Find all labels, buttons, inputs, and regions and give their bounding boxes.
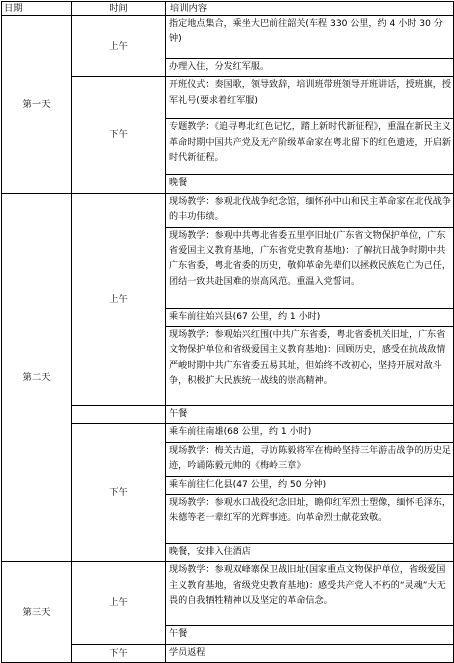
content-cell: 现场教学：梅关古道，寻访陈毅将军在梅岭坚持三年游击战争的历史足迹，吟诵陈毅元帅的《梅岭三章》: [166, 442, 454, 476]
content-cell: 专题教学：《追寻粤北红色记忆，踏上新时代新征程》，重温在新民主义革命时期中国共产党及无产阶级革命家在粤北留下的红色遗迹，开启新时代新征程。: [166, 119, 454, 175]
content-cell: 午餐: [166, 626, 454, 644]
header-time: 时间: [72, 2, 166, 16]
header-row: [2, 2, 454, 16]
content-cell: 乘车前往南雄(68 公里，约 1 小时): [166, 424, 454, 442]
table-row: [2, 562, 454, 626]
day-label: 第一天: [2, 16, 72, 194]
table-row: [2, 193, 454, 227]
content-cell: 现场教学：参观北伐战争纪念馆，缅怀孙中山和民主革命家在北伐战争的丰功伟绩。: [166, 193, 454, 227]
content-cell: 现场教学：参观双峰寨保卫战旧址(国家重点文物保护单位，省级爱国主义教育基地，省级党史教育基地)：感受共产党人不朽的“灵魂”大无畏的自我牺牲精神以及坚定的革命信念。: [166, 562, 454, 626]
period-label: 上午: [72, 562, 166, 644]
content-cell: 乘车前往始兴县(67 公里，约 1 小时): [166, 308, 454, 326]
day-label: 第二天: [2, 193, 72, 562]
period-label: 下午: [72, 77, 166, 193]
content-cell: 午餐: [166, 406, 454, 424]
period-label: 下午: [72, 424, 166, 562]
period-label: 上午: [72, 16, 166, 77]
schedule-document: [1, 1, 453, 663]
content-cell: 晚餐: [166, 175, 454, 193]
content-cell: 办理入住，分发红军服。: [166, 59, 454, 77]
content-cell: 开班仪式：奏国歌，领导致辞，培训班带班领导开班讲话，授班旗，授军礼号(要求着红军服): [166, 77, 454, 119]
content-cell: 现场教学：参观中共粤北省委五里亭旧址(广东省文物保护单位，广东省爱国主义教育基地，广东省党史教育基地)：了解抗日战争时期中共广东省委，粤北省委的历史，敬仰革命先辈们以拯救民族危亡为己任，团结一致共赴国难的崇高风范。重温入党誓词。: [166, 227, 454, 308]
content-cell: 乘车前往仁化县(47 公里，约 50 分钟): [166, 476, 454, 494]
header-content: 培训内容: [166, 2, 454, 16]
period-label: [72, 406, 166, 424]
period-label: 下午: [72, 644, 166, 662]
content-cell: 学员返程: [166, 644, 454, 662]
training-schedule-table: [1, 1, 454, 663]
content-cell: 晚餐，安排入住酒店: [166, 544, 454, 562]
table-row: [2, 16, 454, 59]
content-cell: 现场教学：参观水口战役纪念旧址，瞻仰红军烈士塑像，缅怀毛泽东，朱德等老一辈红军的光辉事迹。向革命烈士献花致敬。: [166, 495, 454, 544]
day-label: 第三天: [2, 562, 72, 663]
content-cell: 指定地点集合，乘坐大巴前往韶关(车程 330 公里，约 4 小时 30 分钟): [166, 16, 454, 59]
content-cell: 现场教学：参观始兴红围(中共广东省委，粤北省委机关旧址，广东省文物保护单位和省级爱国主义教育基地)：回顾历史，感受在抗战敌情严峻时期中共广东省委五易其址，但始终不改初心，坚持开展对敌斗争，积极扩大民族统一战线的崇高精神。: [166, 327, 454, 406]
period-label: 上午: [72, 193, 166, 405]
header-date: 日期: [2, 2, 72, 16]
